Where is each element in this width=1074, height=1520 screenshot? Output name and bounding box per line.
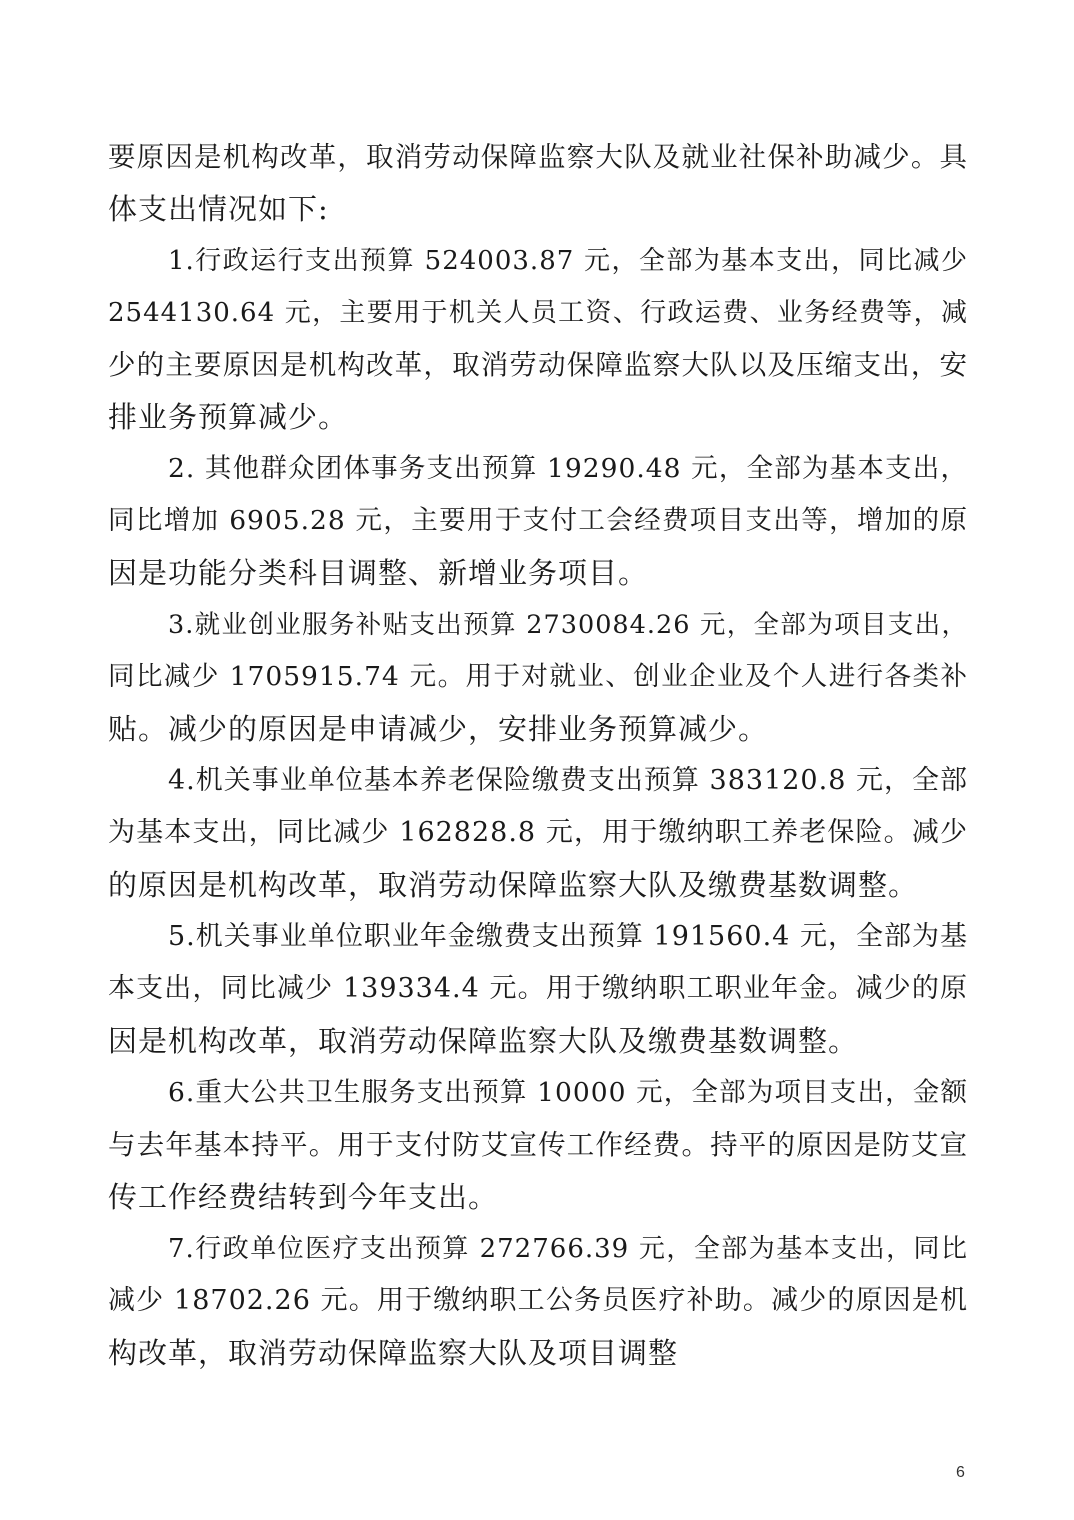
text-line: 本支出，同比减少 139334.4 元。用于缴纳职工职业年金。减少的原 bbox=[108, 973, 968, 1004]
text-line: 的原因是机构改革，取消劳动保障监察大队及缴费基数调整。 bbox=[108, 868, 919, 902]
paragraph-5-start: 5.机关事业单位职业年金缴费支出预算 191560.4 元，全部为基 bbox=[168, 921, 968, 952]
paragraph-7-start: 7.行政单位医疗支出预算 272766.39 元，全部为基本支出，同比 bbox=[168, 1234, 968, 1264]
text-line: 传工作经费结转到今年支出。 bbox=[108, 1180, 499, 1214]
text-line: 同比增加 6905.28 元，主要用于支付工会经费项目支出等，增加的原 bbox=[108, 505, 968, 536]
paragraph-4-start: 4.机关事业单位基本养老保险缴费支出预算 383120.8 元，全部 bbox=[168, 765, 968, 796]
text-line: 排业务预算减少。 bbox=[108, 400, 349, 434]
paragraph-1-start: 1.行政运行支出预算 524003.87 元，全部为基本支出，同比减少 bbox=[168, 246, 968, 276]
paragraph-2-start: 2. 其他群众团体事务支出预算 19290.48 元，全部为基本支出， bbox=[168, 453, 968, 484]
text-line: 少的主要原因是机构改革，取消劳动保障监察大队以及压缩支出，安 bbox=[108, 349, 968, 381]
page-number: 6 bbox=[956, 1464, 965, 1481]
paragraph-6-start: 6.重大公共卫生服务支出预算 10000 元，全部为项目支出，金额 bbox=[168, 1077, 968, 1108]
text-line: 2544130.64 元，主要用于机关人员工资、行政运费、业务经费等，减 bbox=[108, 298, 968, 328]
text-line: 体支出情况如下: bbox=[108, 192, 329, 226]
text-line: 构改革，取消劳动保障监察大队及项目调整 bbox=[108, 1336, 679, 1370]
text-line: 因是机构改革，取消劳动保障监察大队及缴费基数调整。 bbox=[108, 1024, 859, 1058]
text-line: 贴。减少的原因是申请减少，安排业务预算减少。 bbox=[108, 712, 769, 746]
text-line: 同比减少 1705915.74 元。用于对就业、创业企业及个人进行各类补 bbox=[108, 661, 968, 692]
text-line: 要原因是机构改革，取消劳动保障监察大队及就业社保补助减少。具 bbox=[108, 141, 968, 173]
paragraph-3-start: 3.就业创业服务补贴支出预算 2730084.26 元，全部为项目支出， bbox=[168, 610, 968, 640]
text-line: 为基本支出，同比减少 162828.8 元，用于缴纳职工养老保险。减少 bbox=[108, 817, 968, 848]
text-line: 与去年基本持平。用于支付防艾宣传工作经费。持平的原因是防艾宣 bbox=[108, 1129, 968, 1161]
text-line: 因是功能分类科目调整、新增业务项目。 bbox=[108, 556, 649, 590]
text-line: 减少 18702.26 元。用于缴纳职工公务员医疗补助。减少的原因是机 bbox=[108, 1285, 968, 1316]
